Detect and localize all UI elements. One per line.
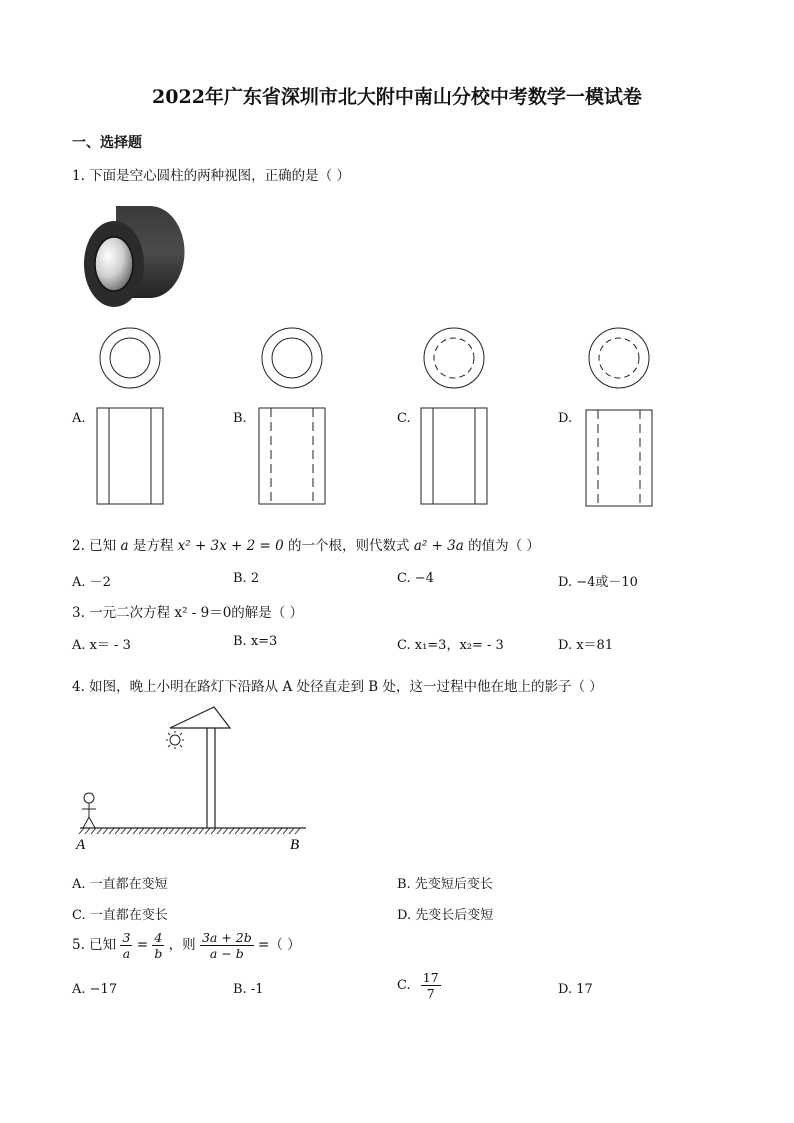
q5-option-d: D. 17 — [558, 982, 593, 997]
hatch-mark — [235, 828, 240, 834]
ground-hatching — [79, 828, 300, 834]
hatch-mark — [295, 828, 300, 834]
hatch-mark — [163, 828, 168, 834]
option-a-front-rect — [97, 408, 163, 504]
hatch-mark — [151, 828, 156, 834]
person-leg-right — [89, 817, 95, 828]
option-c-views — [416, 326, 496, 506]
q5-option-a: A. −17 — [72, 982, 118, 997]
hatch-mark — [103, 828, 108, 834]
q3-option-d: D. x＝81 — [558, 638, 614, 653]
hatch-mark — [271, 828, 276, 834]
option-b-top-inner — [272, 338, 312, 378]
q5-fraction-3-numerator: 3a + 2b — [201, 930, 252, 945]
hatch-mark — [109, 828, 114, 834]
q5-option-c-numerator: 17 — [422, 970, 439, 985]
q5-option-c-label: C. — [397, 978, 411, 993]
q4-option-d: D. 先变长后变短 — [397, 908, 494, 923]
section-heading: 一、选择题 — [72, 135, 142, 151]
q5-option-c-fraction — [421, 970, 441, 1001]
hatch-mark — [157, 828, 162, 834]
hatch-mark — [193, 828, 198, 834]
option-c-top-inner-dashed — [434, 338, 474, 378]
point-b-label: B — [290, 837, 300, 853]
hatch-mark — [145, 828, 150, 834]
hatch-mark — [115, 828, 120, 834]
q4-option-b: B. 先变短后变长 — [397, 877, 493, 892]
hollow-cylinder-image — [78, 202, 184, 310]
option-c-front-rect — [421, 408, 487, 504]
point-a-label: A — [76, 837, 86, 853]
option-d-top-outer — [589, 328, 649, 388]
q5-fraction-1-denominator: a — [122, 946, 131, 961]
option-a-top-inner — [110, 338, 150, 378]
hatch-mark — [139, 828, 144, 834]
q3-option-c: C. x₁=3，x₂= - 3 — [397, 638, 504, 653]
hatch-mark — [265, 828, 270, 834]
q5-fraction-3-over-a — [120, 930, 132, 961]
hatch-mark — [97, 828, 102, 834]
q5-option-b: B. -1 — [233, 982, 264, 997]
hatch-mark — [277, 828, 282, 834]
hatch-mark — [247, 828, 252, 834]
lamp-roof — [170, 707, 230, 728]
hatch-mark — [199, 828, 204, 834]
q5-option-c — [397, 970, 441, 1001]
lamp-bulb — [170, 735, 180, 745]
q5-text-3: =（ ） — [258, 937, 301, 953]
hatch-mark — [169, 828, 174, 834]
q5-fraction-expression — [200, 930, 254, 961]
option-c-label: C. — [397, 411, 411, 426]
hatch-mark — [241, 828, 246, 834]
q4-option-a: A. 一直都在变短 — [72, 877, 168, 892]
hatch-mark — [259, 828, 264, 834]
question-1-stem: 1. 下面是空心圆柱的两种视图，正确的是（ ） — [72, 168, 350, 184]
option-d-front-rect — [586, 410, 652, 506]
hatch-mark — [217, 828, 222, 834]
hatch-mark — [79, 828, 84, 834]
q2-expression: a² + 3a — [413, 538, 464, 554]
hatch-mark — [223, 828, 228, 834]
option-b-top-outer — [262, 328, 322, 388]
q5-fraction-2-denominator: b — [154, 946, 163, 961]
hatch-mark — [187, 828, 192, 834]
option-b-views — [254, 326, 334, 506]
hatch-mark — [205, 828, 210, 834]
question-5-stem — [72, 930, 301, 961]
q4-option-c: C. 一直都在变长 — [72, 908, 168, 923]
question-2-stem — [72, 534, 540, 554]
q5-fraction-4-over-b — [152, 930, 164, 961]
q5-text-1: 5. 已知 — [72, 937, 117, 953]
option-d-label: D. — [558, 411, 573, 426]
q3-option-a: A. x＝ - 3 — [72, 638, 131, 653]
hatch-mark — [121, 828, 126, 834]
q3-option-b: B. x=3 — [233, 634, 278, 649]
option-a-label: A. — [72, 411, 86, 426]
hatch-mark — [253, 828, 258, 834]
hatch-mark — [283, 828, 288, 834]
question-3-stem: 3. 一元二次方程 x² - 9＝0的解是（ ） — [72, 605, 304, 621]
hatch-mark — [211, 828, 216, 834]
option-d-views — [581, 326, 661, 506]
hatch-mark — [127, 828, 132, 834]
hatch-mark — [229, 828, 234, 834]
q5-text-2: ，则 — [168, 937, 196, 953]
hatch-mark — [91, 828, 96, 834]
hatch-mark — [289, 828, 294, 834]
q2-var-a: a — [120, 538, 129, 554]
q5-equals: = — [136, 937, 149, 953]
q5-fraction-3-denominator: a − b — [209, 946, 244, 961]
option-d-top-inner-dashed — [599, 338, 639, 378]
option-a-views — [92, 326, 172, 506]
q2-text-2: 是方程 — [132, 538, 174, 554]
q2-equation: x² + 3x + 2 = 0 — [177, 538, 284, 554]
q2-text-1: 2. 已知 — [72, 538, 117, 554]
person-leg-left — [83, 817, 89, 828]
page-title: 2022年广东省深圳市北大附中南山分校中考数学一模试卷 — [152, 86, 642, 108]
q2-option-b: B. 2 — [233, 571, 260, 586]
q5-fraction-1-numerator: 3 — [122, 930, 131, 945]
q2-text-4: 的值为（ ） — [468, 538, 540, 554]
q2-text-3: 的一个根，则代数式 — [288, 538, 410, 554]
hatch-mark — [181, 828, 186, 834]
option-b-front-rect — [259, 408, 325, 504]
q5-fraction-2-numerator: 4 — [152, 930, 164, 946]
option-a-top-outer — [100, 328, 160, 388]
q5-option-c-denominator: 7 — [426, 986, 435, 1001]
person-head — [84, 793, 94, 803]
q2-option-c: C. −4 — [397, 571, 434, 586]
q2-option-a: A. －2 — [72, 575, 111, 590]
hatch-mark — [85, 828, 90, 834]
q2-option-d: D. −4或－10 — [558, 575, 638, 590]
hatch-mark — [175, 828, 180, 834]
question-4-stem: 4. 如图，晚上小明在路灯下沿路从 A 处径直走到 B 处，这一过程中他在地上的影子（ ） — [72, 679, 603, 695]
streetlight-figure — [74, 700, 314, 860]
option-c-top-outer — [424, 328, 484, 388]
cylinder-hole — [95, 237, 133, 291]
hatch-mark — [133, 828, 138, 834]
option-b-label: B. — [233, 411, 247, 426]
